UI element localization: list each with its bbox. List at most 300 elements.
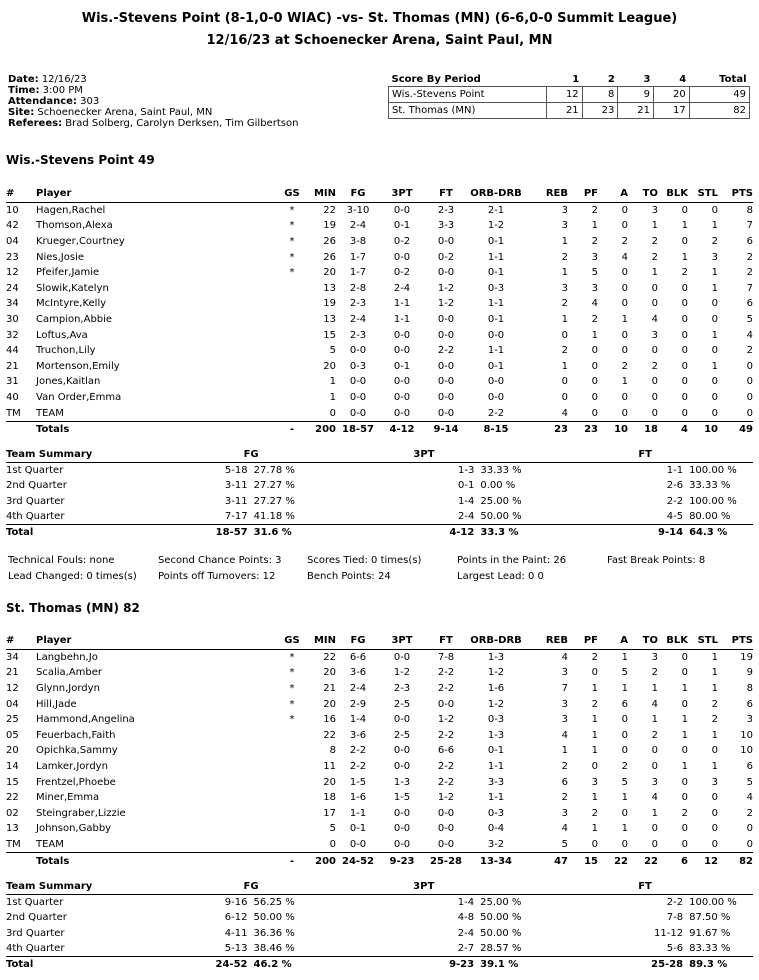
stat-ft: 0-0 (437, 267, 455, 279)
player-row (6, 837, 753, 853)
stat-min: 22 (323, 204, 336, 216)
stat-to: 0 (651, 761, 658, 773)
stat-gs (284, 296, 300, 312)
stat-fg: 2-2 (349, 745, 367, 757)
stat-fg: 2-4 (349, 314, 367, 326)
player-row (6, 405, 753, 421)
stat-orb-drb: 1-1 (487, 761, 505, 773)
stat-pts: 0 (746, 376, 753, 388)
fast-break-points: Fast Break Points: 8 (607, 555, 706, 566)
stat-3pt: 1-5 (393, 792, 411, 804)
total-to: 18 (628, 421, 658, 437)
stat-jersey: 13 (6, 823, 19, 835)
stat-3pt: 0-0 (393, 745, 411, 757)
summary-ft-made: 1-1 (666, 465, 684, 477)
summary-ft-made: 5-6 (666, 942, 684, 954)
player-row (6, 312, 753, 328)
summary-total-fg-pct: 46.2 % (247, 956, 310, 972)
stat-stl: 0 (711, 407, 718, 419)
stat-a: 0 (621, 329, 628, 341)
column-header-a: A (598, 186, 628, 202)
stat-pts: 7 (746, 282, 753, 294)
stat-ft: 0-0 (437, 329, 455, 341)
stat-reb: 5 (561, 839, 568, 851)
stat-to: 0 (651, 392, 658, 404)
stat-blk: 1 (681, 251, 688, 263)
stat-reb: 3 (561, 807, 568, 819)
stat-gs: * (289, 683, 295, 695)
stat-jersey: 05 (6, 729, 19, 741)
summary-header: 3PT (311, 447, 538, 463)
player-row (6, 696, 753, 712)
stat-jersey: 12 (6, 683, 19, 695)
stat-player: Johnson,Gabby (36, 823, 112, 835)
total-blk: 6 (658, 853, 688, 869)
stat-pf: 0 (591, 376, 598, 388)
stat-ft: 0-0 (437, 407, 455, 419)
stat-stl: 0 (711, 345, 718, 357)
stat-min: 22 (323, 729, 336, 741)
summary-fg-pct: 38.46 % (253, 942, 295, 954)
stat-orb-drb: 0-3 (487, 714, 505, 726)
stat-3pt: 0-1 (393, 360, 411, 372)
stat-reb: 3 (561, 667, 568, 679)
stat-player: Opichka,Sammy (36, 745, 118, 757)
summary-fg-made: 5-13 (224, 942, 248, 954)
summary-ft-pct: 100.00 % (689, 897, 737, 909)
stat-jersey: 30 (6, 314, 19, 326)
column-header-ft: FT (424, 186, 468, 202)
player-row (6, 281, 753, 297)
stat-blk: 0 (681, 204, 688, 216)
player-row (6, 202, 753, 218)
stat-to: 0 (651, 407, 658, 419)
stat-jersey: TM (6, 839, 21, 851)
total-gs: - (284, 853, 300, 869)
attendance-value: 303 (80, 96, 100, 107)
stat-reb: 3 (561, 282, 568, 294)
stat-fg: 3-10 (346, 204, 370, 216)
stat-reb: 4 (561, 407, 568, 419)
summary-3pt-pct: 0.00 % (480, 480, 516, 492)
summary-3pt-pct: 50.00 % (480, 927, 522, 939)
stat-pts: 10 (740, 729, 753, 741)
score-team: Wis.-Stevens Point (389, 87, 547, 103)
summary-3pt-pct: 50.00 % (480, 912, 522, 924)
column-header-gs: GS (284, 633, 300, 649)
stat-gs (284, 312, 300, 328)
stat-reb: 2 (561, 761, 568, 773)
stat-orb-drb: 0-4 (487, 823, 505, 835)
time-value: 3:00 PM (42, 85, 83, 96)
summary-row (6, 941, 753, 957)
stat-stl: 1 (711, 683, 718, 695)
stat-pts: 8 (746, 204, 753, 216)
stat-stl: 0 (711, 314, 718, 326)
stat-a: 0 (621, 220, 628, 232)
total-ft: 9-14 (424, 421, 468, 437)
total-min: 200 (300, 421, 336, 437)
column-header-stl: STL (688, 186, 718, 202)
summary-header: FT (537, 447, 753, 463)
summary-quarter: 1st Quarter (6, 897, 64, 909)
stat-to: 1 (651, 714, 658, 726)
stat-jersey: TM (6, 407, 21, 419)
second-chance-points: Second Chance Points: 3 (158, 555, 282, 566)
player-row (6, 218, 753, 234)
stat-fg: 0-0 (349, 407, 367, 419)
summary-ft-made: 2-2 (666, 495, 684, 507)
stat-3pt: 0-0 (393, 392, 411, 404)
stat-stl: 2 (711, 698, 718, 710)
stat-a: 0 (621, 282, 628, 294)
player-row (6, 665, 753, 681)
stat-orb-drb: 0-0 (487, 392, 505, 404)
stat-3pt: 0-0 (393, 714, 411, 726)
stat-jersey: 24 (6, 282, 19, 294)
player-row (6, 359, 753, 375)
total-stl: 10 (688, 421, 718, 437)
total-pf: 23 (568, 421, 598, 437)
summary-header: FT (537, 879, 753, 895)
stat-player: Slowik,Katelyn (36, 282, 109, 294)
score-cell: 12 (547, 87, 583, 103)
stat-orb-drb: 1-1 (487, 792, 505, 804)
stat-a: 5 (621, 667, 628, 679)
stat-ft: 0-0 (437, 807, 455, 819)
stat-stl: 1 (711, 329, 718, 341)
stat-min: 11 (323, 761, 336, 773)
stat-player: Steingraber,Lizzie (36, 807, 126, 819)
total-reb: 23 (524, 421, 568, 437)
column-header-min: MIN (300, 633, 336, 649)
stat-ft: 2-2 (437, 761, 455, 773)
stat-gs: * (289, 698, 295, 710)
stat-jersey: 21 (6, 667, 19, 679)
stat-pts: 0 (746, 823, 753, 835)
stat-pts: 8 (746, 683, 753, 695)
stat-min: 15 (323, 329, 336, 341)
player-row (6, 327, 753, 343)
stat-pts: 0 (746, 392, 753, 404)
summary-total-fg-made: 18-57 (192, 524, 248, 540)
stat-blk: 0 (681, 792, 688, 804)
stat-to: 4 (651, 314, 658, 326)
summary-total-fg-made: 24-52 (192, 956, 248, 972)
stat-to: 1 (651, 220, 658, 232)
stat-reb: 3 (561, 204, 568, 216)
stat-fg: 2-9 (349, 698, 367, 710)
stat-min: 5 (329, 345, 336, 357)
stat-fg: 2-4 (349, 683, 367, 695)
stat-fg: 3-6 (349, 729, 367, 741)
stat-a: 1 (621, 683, 628, 695)
summary-3pt-made: 1-4 (457, 897, 475, 909)
stat-reb: 2 (561, 251, 568, 263)
stat-reb: 3 (561, 714, 568, 726)
stat-min: 17 (323, 807, 336, 819)
summary-fg-made: 3-11 (224, 480, 248, 492)
total-a: 22 (598, 853, 628, 869)
stat-stl: 1 (711, 761, 718, 773)
stat-pf: 2 (591, 314, 598, 326)
stat-gs: * (289, 220, 295, 232)
stat-stl: 1 (711, 667, 718, 679)
stat-ft: 1-2 (437, 282, 455, 294)
summary-3pt-pct: 25.00 % (480, 495, 522, 507)
stat-pts: 0 (746, 839, 753, 851)
stat-gs: * (289, 714, 295, 726)
player-row (6, 343, 753, 359)
stat-ft: 2-2 (437, 683, 455, 695)
stat-blk: 0 (681, 360, 688, 372)
summary-header: Team Summary (6, 879, 192, 895)
stat-stl: 1 (711, 282, 718, 294)
score-cell: 21 (618, 103, 654, 119)
stat-3pt: 0-0 (393, 407, 411, 419)
stat-to: 2 (651, 729, 658, 741)
column-header-reb: REB (524, 633, 568, 649)
summary-fg-made: 6-12 (224, 912, 248, 924)
total-orb-drb: 8-15 (468, 421, 524, 437)
game-subtitle: 12/16/23 at Schoenecker Arena, Saint Paul, MN (206, 33, 553, 48)
stat-to: 1 (651, 683, 658, 695)
totals-row (6, 853, 753, 869)
stat-stl: 2 (711, 714, 718, 726)
stat-orb-drb: 1-1 (487, 345, 505, 357)
stat-3pt: 2-4 (393, 282, 411, 294)
summary-fg-made: 5-18 (224, 465, 248, 477)
summary-ft-made: 4-5 (666, 510, 684, 522)
stat-blk: 0 (681, 651, 688, 663)
period-header: 3 (643, 74, 651, 85)
column-header-to: TO (628, 186, 658, 202)
stat-player: Campion,Abbie (36, 314, 113, 326)
total-jersey (6, 421, 36, 437)
summary-3pt-made: 2-7 (457, 942, 475, 954)
column-header-pf: PF (568, 186, 598, 202)
stat-3pt: 0-2 (393, 236, 411, 248)
summary-fg-made: 3-11 (224, 495, 248, 507)
technical-fouls: Technical Fouls: none (8, 555, 115, 566)
stat-blk: 1 (681, 683, 688, 695)
stat-min: 8 (329, 745, 336, 757)
score-cell: 21 (547, 103, 583, 119)
total-ft: 25-28 (424, 853, 468, 869)
score-cell: 20 (654, 87, 690, 103)
stat-3pt: 1-2 (393, 667, 411, 679)
score-cell: 82 (689, 103, 749, 119)
stat-fg: 6-6 (349, 651, 367, 663)
stat-a: 2 (621, 236, 628, 248)
stat-ft: 0-0 (437, 392, 455, 404)
stat-3pt: 2-3 (393, 683, 411, 695)
stat-blk: 0 (681, 823, 688, 835)
stat-blk: 0 (681, 298, 688, 310)
summary-ft-made: 2-2 (666, 897, 684, 909)
stat-ft: 6-6 (437, 745, 455, 757)
stat-3pt: 0-0 (393, 839, 411, 851)
total-pts: 49 (718, 421, 753, 437)
referees-label: Referees: (8, 118, 63, 129)
stat-fg: 1-7 (349, 267, 367, 279)
summary-3pt-pct: 28.57 % (480, 942, 522, 954)
total-3pt: 4-12 (380, 421, 424, 437)
stat-player: TEAM (36, 839, 64, 851)
stat-player: Miner,Emma (36, 792, 100, 804)
column-header-jersey: # (6, 186, 36, 202)
stat-jersey: 12 (6, 267, 19, 279)
total-stl: 12 (688, 853, 718, 869)
column-header-blk: BLK (658, 186, 688, 202)
score-team: St. Thomas (MN) (389, 103, 547, 119)
stat-pts: 2 (746, 251, 753, 263)
stat-3pt: 2-5 (393, 729, 411, 741)
stat-jersey: 04 (6, 698, 19, 710)
stat-orb-drb: 1-6 (487, 683, 505, 695)
stat-orb-drb: 1-3 (487, 729, 505, 741)
summary-fg-pct: 27.27 % (253, 495, 295, 507)
attendance-label: Attendance: (8, 96, 77, 107)
stat-orb-drb: 2-1 (487, 204, 505, 216)
summary-header-row (6, 447, 753, 463)
stat-a: 5 (621, 776, 628, 788)
stat-min: 19 (323, 298, 336, 310)
stat-3pt: 0-0 (393, 345, 411, 357)
player-row (6, 234, 753, 250)
stat-3pt: 1-3 (393, 776, 411, 788)
stat-pts: 4 (746, 329, 753, 341)
stat-to: 2 (651, 251, 658, 263)
stat-orb-drb: 1-3 (487, 651, 505, 663)
stat-ft: 2-3 (437, 204, 455, 216)
summary-fg-made: 7-17 (224, 510, 248, 522)
stat-blk: 1 (681, 714, 688, 726)
stat-min: 20 (323, 267, 336, 279)
stat-reb: 1 (561, 267, 568, 279)
game-info (8, 74, 298, 129)
stat-pf: 0 (591, 345, 598, 357)
stat-min: 26 (323, 236, 336, 248)
summary-quarter: 3rd Quarter (6, 495, 65, 507)
total-to: 22 (628, 853, 658, 869)
stat-3pt: 0-0 (393, 251, 411, 263)
stat-fg: 0-3 (349, 360, 367, 372)
summary-total-ft-pct: 89.3 % (683, 956, 753, 972)
stat-gs: * (289, 667, 295, 679)
column-header-to: TO (628, 633, 658, 649)
stat-3pt: 0-0 (393, 807, 411, 819)
stat-reb: 7 (561, 683, 568, 695)
stat-min: 20 (323, 776, 336, 788)
stat-gs (284, 343, 300, 359)
summary-total-quarter: Total (6, 524, 192, 540)
summary-row (6, 509, 753, 525)
summary-total-3pt-pct: 33.3 % (474, 524, 537, 540)
player-row (6, 374, 753, 390)
player-row (6, 821, 753, 837)
stat-fg: 2-3 (349, 298, 367, 310)
stat-a: 1 (621, 823, 628, 835)
stat-ft: 2-2 (437, 776, 455, 788)
column-header-pts: PTS (718, 186, 753, 202)
stat-min: 13 (323, 314, 336, 326)
stat-reb: 1 (561, 314, 568, 326)
column-header-orb-drb: ORB-DRB (468, 633, 524, 649)
stat-player: Glynn,Jordyn (36, 683, 100, 695)
stat-orb-drb: 3-2 (487, 839, 505, 851)
stat-fg: 1-1 (349, 807, 367, 819)
stat-gs (284, 281, 300, 297)
summary-row (6, 463, 753, 479)
summary-ft-pct: 83.33 % (689, 942, 731, 954)
stat-fg: 1-4 (349, 714, 367, 726)
stat-ft: 7-8 (437, 651, 455, 663)
period-header: 1 (572, 74, 580, 85)
stat-fg: 0-0 (349, 345, 367, 357)
stat-3pt: 0-1 (393, 220, 411, 232)
stat-jersey: 20 (6, 745, 19, 757)
stat-ft: 0-0 (437, 376, 455, 388)
stat-to: 2 (651, 360, 658, 372)
stat-3pt: 1-1 (393, 314, 411, 326)
stat-jersey: 42 (6, 220, 19, 232)
summary-ft-pct: 33.33 % (689, 480, 731, 492)
stat-min: 20 (323, 698, 336, 710)
score-cell: 23 (582, 103, 618, 119)
stat-min: 1 (329, 376, 336, 388)
date-value: 12/16/23 (41, 74, 87, 85)
summary-ft-made: 7-8 (666, 912, 684, 924)
stat-ft: 1-2 (437, 298, 455, 310)
stat-to: 0 (651, 282, 658, 294)
stat-blk: 0 (681, 314, 688, 326)
stat-stl: 0 (711, 745, 718, 757)
stat-stl: 3 (711, 251, 718, 263)
stat-stl: 0 (711, 376, 718, 388)
stat-player: Hammond,Angelina (36, 714, 135, 726)
summary-ft-made: 11-12 (654, 927, 684, 939)
stat-pf: 3 (591, 776, 598, 788)
column-header-3pt: 3PT (380, 633, 424, 649)
stat-a: 1 (621, 651, 628, 663)
stat-a: 0 (621, 345, 628, 357)
stat-a: 0 (621, 729, 628, 741)
stat-blk: 0 (681, 345, 688, 357)
stat-blk: 0 (681, 392, 688, 404)
summary-row (6, 895, 753, 911)
stat-stl: 2 (711, 236, 718, 248)
stat-ft: 0-2 (437, 251, 455, 263)
stat-pts: 19 (740, 651, 753, 663)
stat-orb-drb: 0-0 (487, 329, 505, 341)
column-header-a: A (598, 633, 628, 649)
referees-value: Brad Solberg, Carolyn Derksen, Tim Gilbertson (65, 118, 299, 129)
totals-row (6, 421, 753, 437)
stat-to: 4 (651, 698, 658, 710)
stat-player: McIntyre,Kelly (36, 298, 107, 310)
stat-reb: 6 (561, 776, 568, 788)
period-header: 4 (679, 74, 687, 85)
summary-fg-pct: 41.18 % (253, 510, 295, 522)
stat-player: Jones,Kaitlan (36, 376, 101, 388)
stat-fg: 0-0 (349, 376, 367, 388)
stat-a: 2 (621, 360, 628, 372)
stat-3pt: 0-0 (393, 376, 411, 388)
stat-jersey: 34 (6, 298, 19, 310)
summary-fg-pct: 56.25 % (253, 897, 295, 909)
stat-reb: 0 (561, 376, 568, 388)
